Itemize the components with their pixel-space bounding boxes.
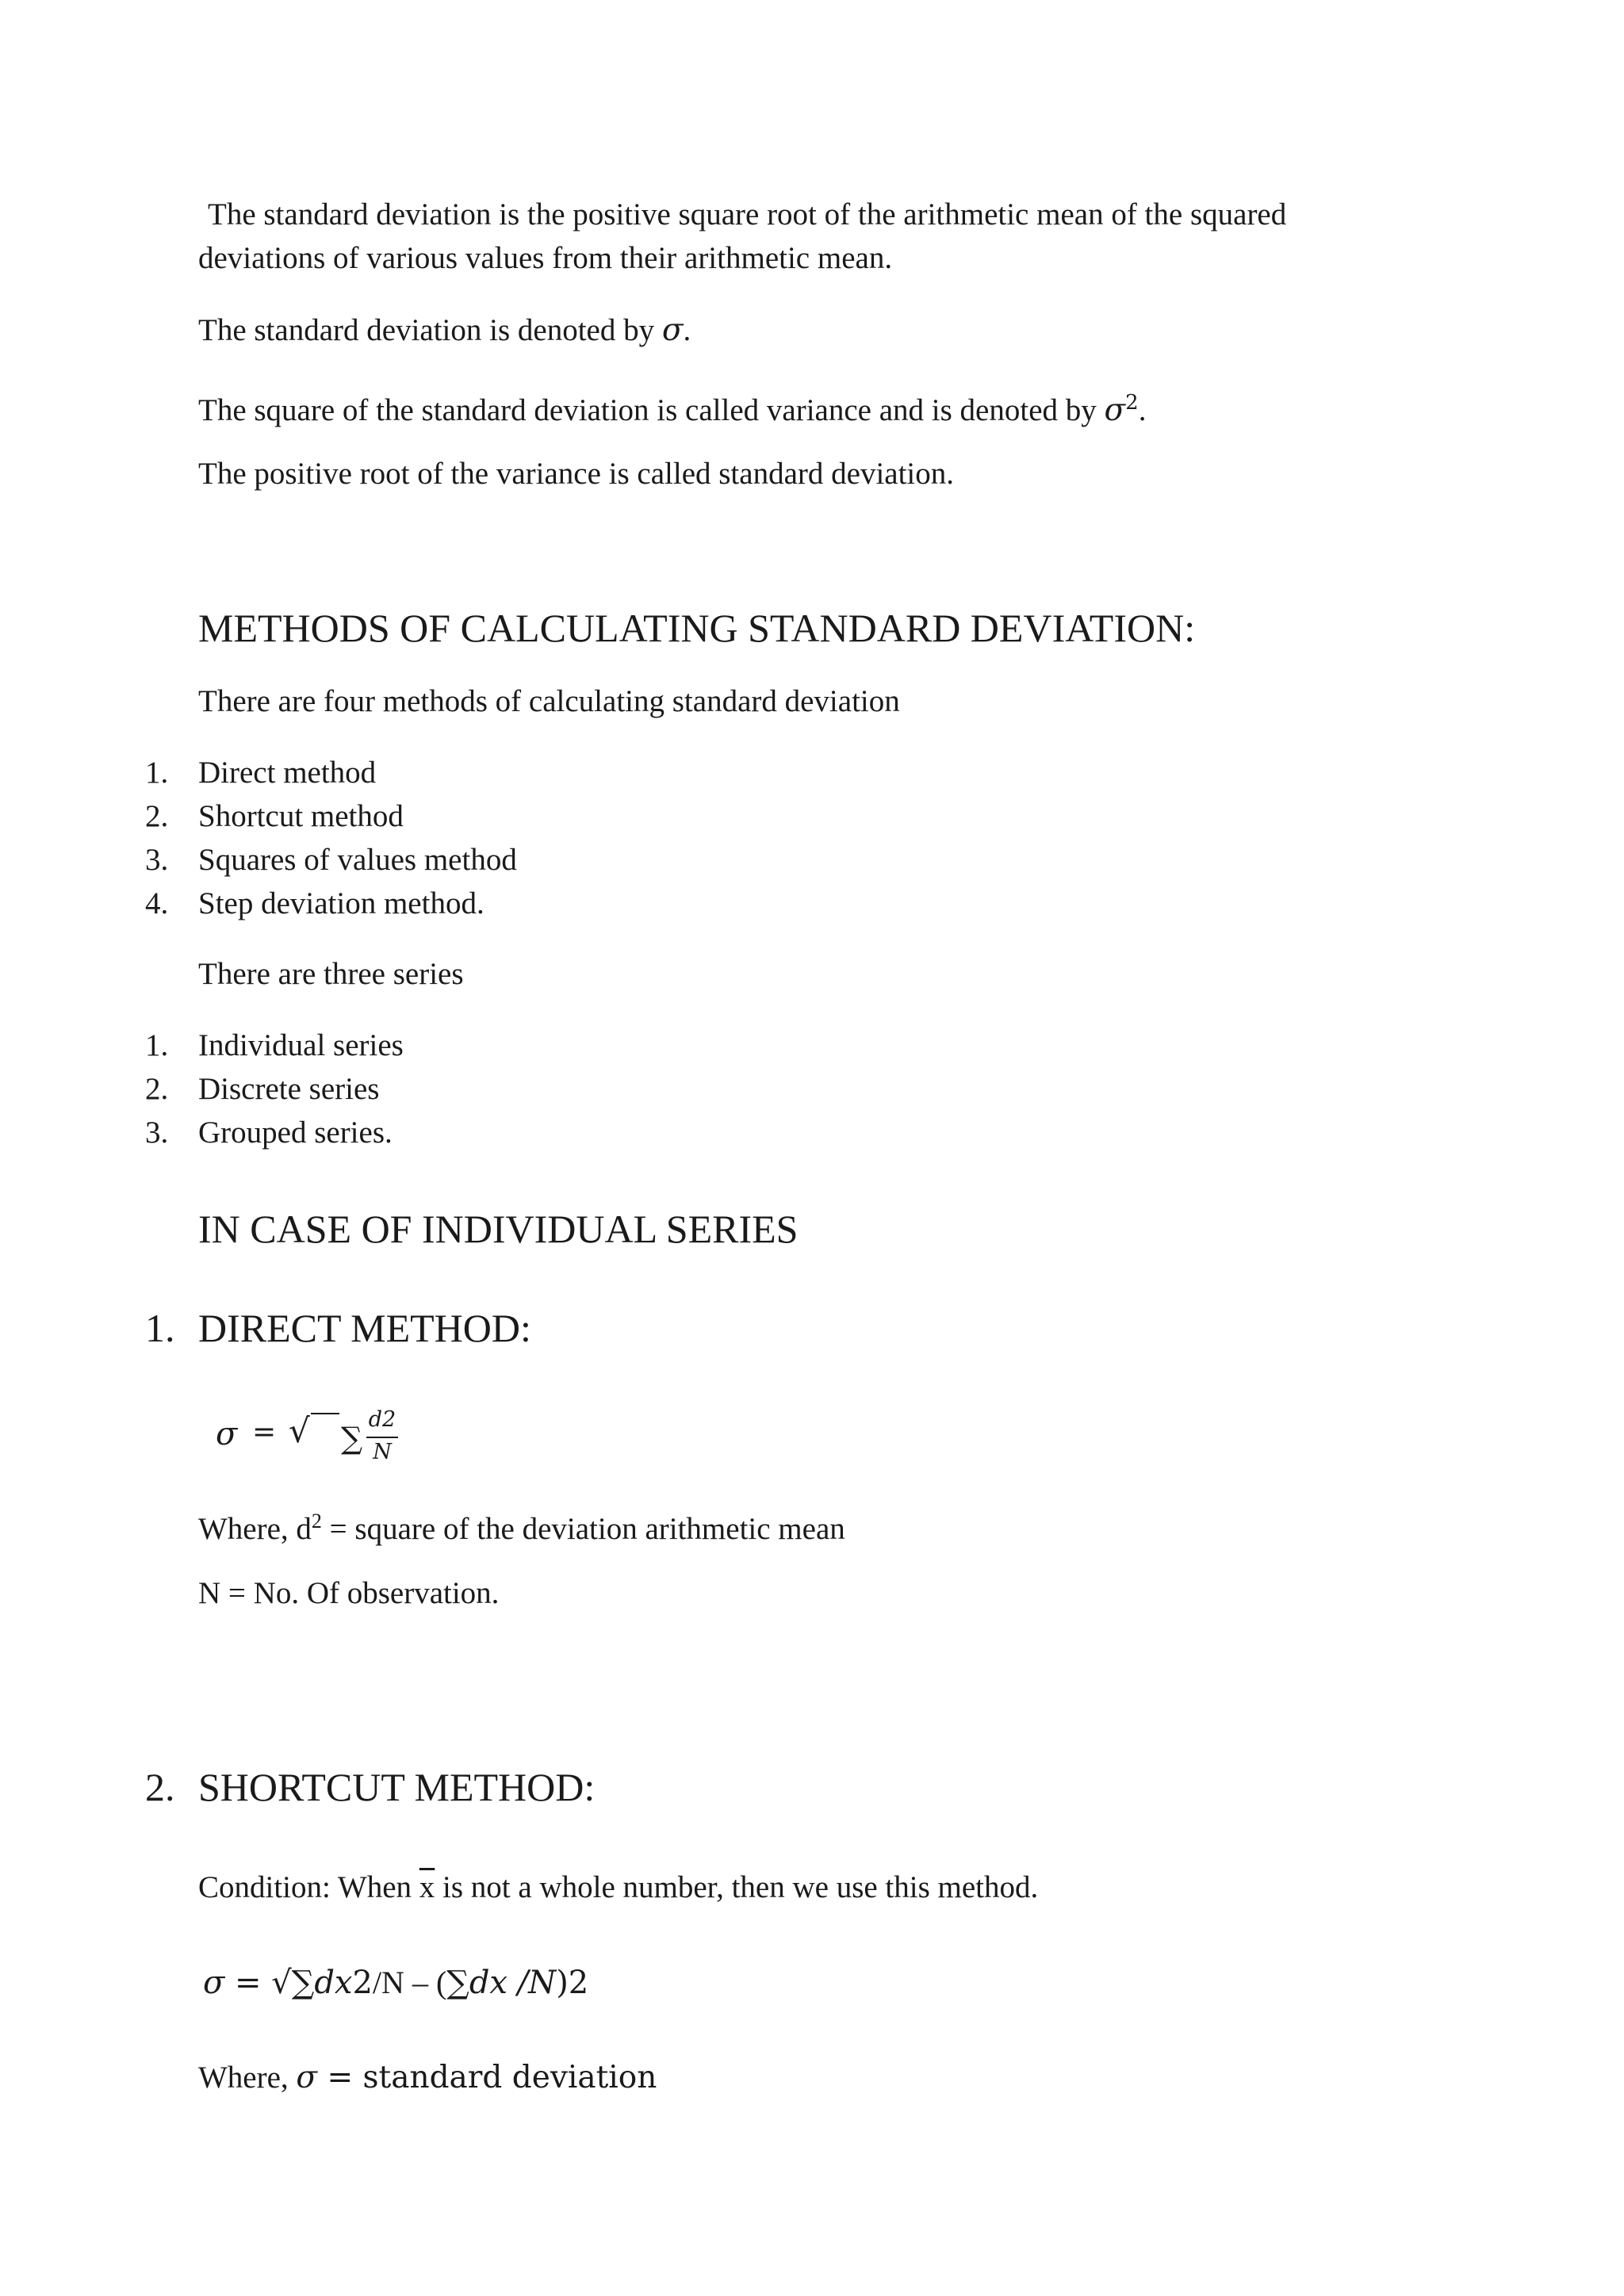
individual-series-heading: IN CASE OF INDIVIDUAL SERIES — [198, 1207, 799, 1251]
shortcut-slash-n: /N – ( — [372, 1965, 447, 2000]
methods-intro: There are four methods of calculating standard deviation — [198, 684, 900, 718]
variance-text: The square of the standard deviation is called variance and is denoted by — [198, 393, 1105, 427]
where-rest: = square of the deviation arithmetic mean — [321, 1512, 845, 1546]
formula-sum-sign: ∑ — [341, 1421, 363, 1456]
intro-line-2: deviations of various values from their arithmetic mean. — [198, 241, 893, 275]
series-item-number: 1. — [145, 1028, 169, 1062]
intro-line-1: The standard deviation is the positive square root of the arithmetic mean of the squared — [208, 197, 1287, 232]
variance-exponent: 2 — [1125, 391, 1139, 415]
series-item-number: 2. — [145, 1072, 169, 1106]
shortcut-dx-over-n: dx /N — [469, 1965, 557, 2001]
condition-line — [198, 1866, 1038, 1909]
direct-method-number: 1. — [145, 1306, 175, 1350]
shortcut-where-rest: = standard deviation — [317, 2060, 657, 2095]
formula-sqrt-sign: √ — [289, 1411, 310, 1450]
methods-heading: METHODS OF CALCULATING STANDARD DEVIATION: — [198, 606, 1196, 650]
variance-sigma: σ — [1104, 392, 1126, 428]
shortcut-where-prefix: Where, — [198, 2061, 297, 2095]
formula-denominator: N — [373, 1440, 392, 1464]
shortcut-sum-sign: ∑ — [291, 1965, 315, 2001]
series-item-number: 3. — [145, 1115, 169, 1150]
sigma-symbol: σ — [661, 312, 684, 348]
denoted-text: The standard deviation is denoted by — [198, 313, 662, 347]
where-exponent: 2 — [311, 1510, 322, 1533]
direct-where-line — [198, 1500, 845, 1551]
shortcut-sqrt-sign: √ — [271, 1965, 292, 2001]
positive-root-line: The positive root of the variance is called standard deviation. — [198, 457, 955, 491]
methods-item-number: 4. — [145, 886, 169, 920]
shortcut-dx-squared: dx — [314, 1965, 353, 2001]
methods-item-label: Direct method — [198, 756, 377, 790]
shortcut-method-heading: SHORTCUT METHOD: — [198, 1765, 596, 1809]
x-bar-symbol: $\overline{x}$ — [419, 1870, 435, 1904]
shortcut-formula-lhs: σ = — [203, 1965, 272, 2001]
series-intro: There are three series — [198, 957, 464, 991]
formula-sigma: σ — [216, 1416, 238, 1452]
variance-period: . — [1138, 393, 1147, 427]
shortcut-method-number: 2. — [145, 1765, 175, 1809]
series-item-label: Grouped series. — [198, 1115, 393, 1150]
shortcut-where-sigma: σ — [296, 2060, 318, 2095]
direct-method-heading: DIRECT METHOD: — [198, 1306, 531, 1350]
condition-rest: is not a whole number, then we use this method. — [435, 1870, 1039, 1904]
shortcut-sum-sign-2: ∑ — [446, 1965, 469, 2001]
formula-equals: = — [252, 1416, 277, 1448]
shortcut-exponent-a: 2 — [352, 1965, 373, 2001]
shortcut-formula — [203, 1961, 588, 2004]
methods-item-number: 2. — [145, 799, 169, 833]
shortcut-close: )2 — [556, 1965, 589, 2001]
methods-item-number: 3. — [145, 843, 169, 877]
series-item-label: Individual series — [198, 1028, 404, 1062]
methods-item-label: Step deviation method. — [198, 886, 485, 920]
observation-line: N = No. Of observation. — [198, 1576, 500, 1610]
condition-prefix: Condition: When — [198, 1870, 419, 1904]
shortcut-where-line — [198, 2057, 657, 2099]
methods-item-number: 1. — [145, 756, 169, 790]
series-item-label: Discrete series — [198, 1072, 380, 1106]
denoted-line — [198, 309, 691, 352]
formula-numerator: d2 — [368, 1407, 396, 1432]
fraction-bar — [366, 1437, 398, 1438]
sqrt-vinculum — [311, 1413, 339, 1414]
variance-line — [198, 381, 1146, 432]
where-prefix: Where, d — [198, 1512, 312, 1546]
methods-item-label: Shortcut method — [198, 799, 404, 833]
methods-item-label: Squares of values method — [198, 843, 517, 877]
denoted-period: . — [683, 313, 691, 347]
